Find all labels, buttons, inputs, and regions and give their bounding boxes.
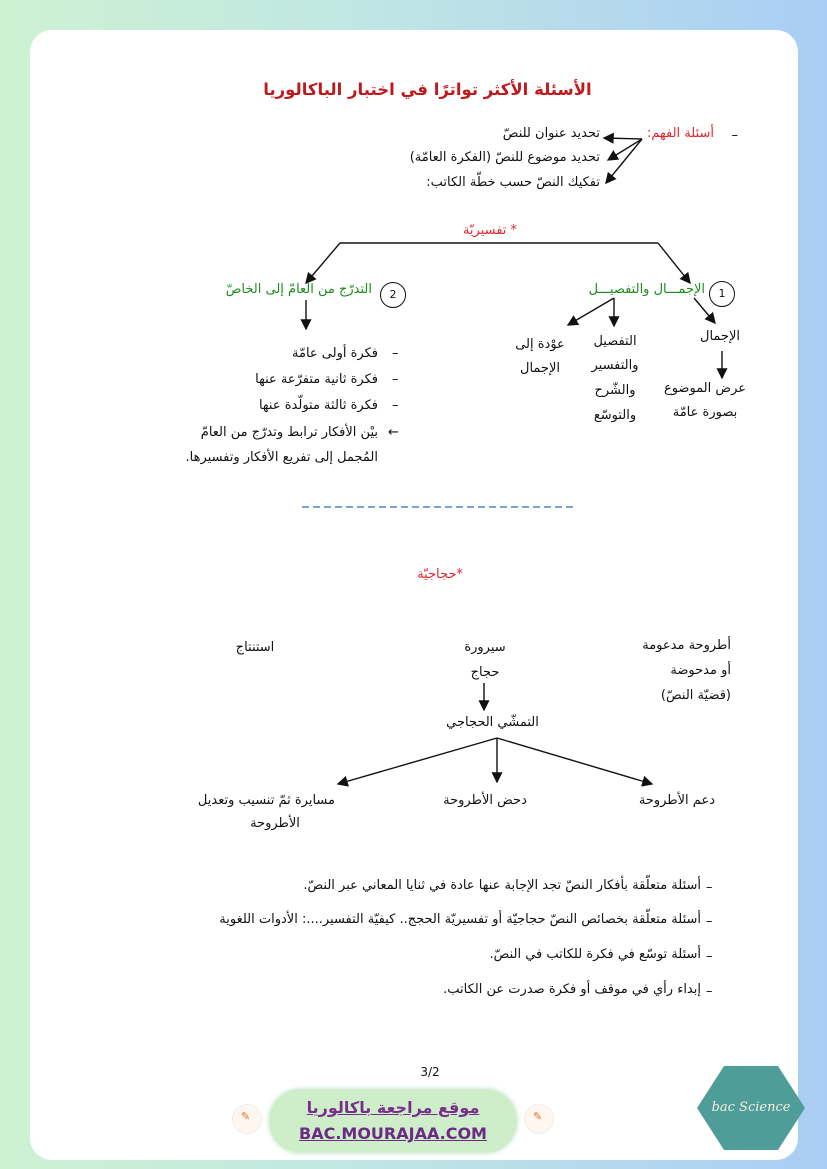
adapt-node: الأطروحة xyxy=(250,816,300,831)
argumentative-heading: *حجاجيّة xyxy=(417,567,463,582)
list-item: فكرة أولى عامّة xyxy=(292,346,378,361)
explanatory-heading: * تفسيريّة xyxy=(462,223,518,238)
center-node: التمشّي الحجاجي xyxy=(446,715,539,730)
ijmal-label: الإجمال xyxy=(700,329,740,344)
question-bullet: – xyxy=(706,914,713,929)
site-logo-icon: ✎ xyxy=(524,1104,554,1134)
thesis-line: أو مدحوضة xyxy=(670,663,731,678)
branch2-title: التدرّج من العامّ إلى الخاصّ xyxy=(225,282,372,297)
thesis-line: (قضيّة النصّ) xyxy=(660,688,731,703)
ijmal-desc: بصورة عامّة xyxy=(672,405,738,420)
tafsil-line: والشّرح xyxy=(594,383,636,398)
list-item: فكرة ثانية متفرّعة عنها xyxy=(255,372,378,387)
question-item: أسئلة توسّع في فكرة للكاتب في النصّ. xyxy=(489,947,701,962)
list-item: بيْن الأفكار ترابط وتدرّج من العامّ xyxy=(200,425,378,440)
adapt-node: مسايرة ثمّ تنسيب وتعديل xyxy=(197,793,335,808)
footer-site-url[interactable]: BAC.MOURAJAA.COM xyxy=(299,1124,487,1143)
conclusion-label: استنتاج xyxy=(235,640,275,655)
branch-number-1: 1 xyxy=(709,281,735,307)
comprehension-label: أسئلة الفهم: xyxy=(646,126,714,141)
site-logo-icon: ✎ xyxy=(232,1104,262,1134)
list-bullet: ← xyxy=(388,425,399,440)
return-line: عوْدة إلى xyxy=(515,337,565,352)
thesis-line: أطروحة مدعومة xyxy=(642,638,731,653)
question-bullet: – xyxy=(706,880,713,895)
branch-number-2: 2 xyxy=(380,282,406,308)
list-bullet: – xyxy=(392,346,399,361)
support-node: دعم الأطروحة xyxy=(638,793,715,808)
tafsil-line: والتفسير xyxy=(591,358,639,373)
comprehension-item: تفكيك النصّ حسب خطّة الكاتب: xyxy=(426,175,600,190)
return-line: الإجمال xyxy=(520,361,560,376)
bullet-dash: – xyxy=(731,128,738,143)
comprehension-item: تحديد عنوان للنصّ xyxy=(502,126,600,141)
process-line: حجاج xyxy=(470,665,500,680)
list-bullet: – xyxy=(392,372,399,387)
ijmal-desc: عرض الموضوع xyxy=(663,381,747,396)
refute-node: دحض الأطروحة xyxy=(443,793,527,808)
list-item-continuation: المُجمل إلى تفريع الأفكار وتفسيرها. xyxy=(185,450,378,465)
tafsil-line: التفصيل xyxy=(593,334,637,349)
question-bullet: – xyxy=(706,949,713,964)
comprehension-item: تحديد موضوع للنصّ (الفكرة العامّة) xyxy=(409,150,600,165)
question-item: إبداء رأي في موقف أو فكرة صدرت عن الكاتب. xyxy=(443,982,701,997)
page-number: 3/2 xyxy=(420,1065,440,1079)
page-title: الأسئلة الأكثر تواترًا في اختبار الباكالوريا xyxy=(263,80,592,99)
tafsil-line: والتوسّع xyxy=(593,408,637,423)
list-bullet: – xyxy=(392,398,399,413)
footer-site-arabic[interactable]: موقع مراجعة باكالوريا xyxy=(306,1098,480,1117)
question-bullet: – xyxy=(706,984,713,999)
question-item: أسئلة متعلّقة بخصائص النصّ حجاجيّة أو تفسيريّة الحجج.. كيفيّة التفسير....: الأدوات اللغوية xyxy=(219,912,701,927)
branch1-title: الإجمـــال والتفصيـــل xyxy=(588,282,705,297)
list-item: فكرة ثالثة متولّدة عنها xyxy=(258,398,378,413)
question-item: أسئلة متعلّقة بأفكار النصّ تجد الإجابة عنها عادة في ثنايا المعاني عبر النصّ. xyxy=(303,878,701,893)
bac-science-text: bac Science xyxy=(711,1100,791,1115)
process-line: سيرورة xyxy=(464,640,506,655)
